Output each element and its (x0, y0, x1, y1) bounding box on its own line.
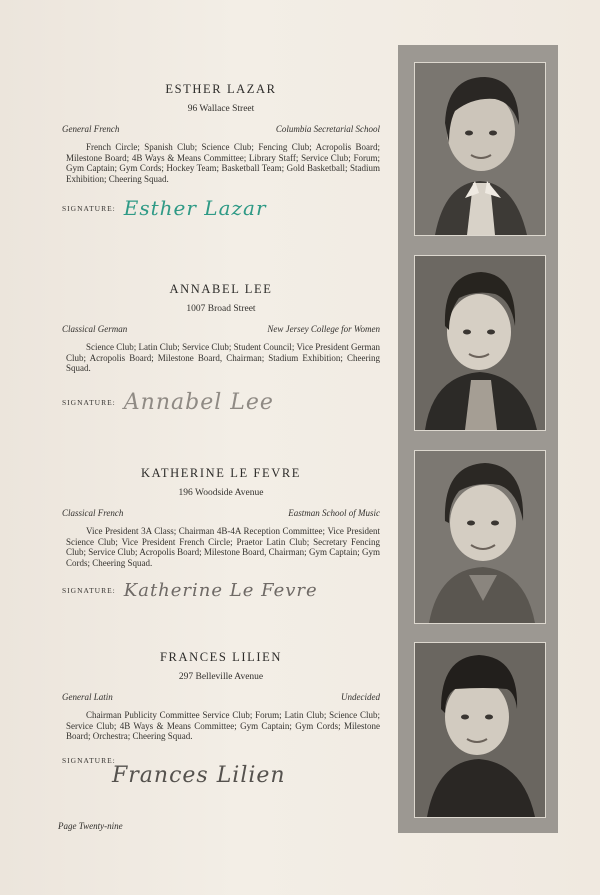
course-row (62, 692, 380, 702)
portrait-image (415, 63, 545, 235)
course-row (62, 124, 380, 134)
student-name: KATHERINE LE FEVRE (140, 466, 302, 480)
handwritten-signature: Katherine Le Fevre (123, 580, 318, 601)
student-name: ANNABEL LEE (169, 282, 273, 296)
activities-text: Chairman Publicity Committee Service Club; Forum; Latin Club; Science Club; Service Club; 4B Ways & Means Committee; Gym Captain; Gym Cords; Milestone Board; Orchestra; Cheering Squad. (66, 710, 380, 741)
course: General French (62, 124, 120, 134)
student-name: ESTHER LAZAR (165, 82, 277, 96)
page-number: Page Twenty-nine (58, 821, 123, 831)
portrait-image (415, 643, 545, 817)
destination: Eastman School of Music (288, 508, 380, 518)
activities-text: Vice President 3A Class; Chairman 4B-4A Reception Committee; Vice President Science Club; Vice President French Circle; Praetor Latin Club; Secretary Fencing Club; Service Club; Acropolis Board; Milestone Board, Chairman; Gym Captain; Gym Cords; Cheering Squad. (66, 526, 380, 568)
course: Classical French (62, 508, 124, 518)
activities-text: Science Club; Latin Club; Service Club; Student Council; Vice President German Club; Acropolis Board; Milestone Board, Chairman; Stadium Exhibition; Cheering Squad. (66, 342, 380, 373)
portrait-photo-esther-lazar (414, 62, 546, 236)
destination: New Jersey College for Women (267, 324, 380, 334)
portrait-photo-katherine-le-fevre (414, 450, 546, 624)
handwritten-signature: Esther Lazar (123, 196, 267, 220)
student-address: 96 Wallace Street (187, 104, 255, 114)
handwritten-signature: Frances Lilien (112, 762, 286, 788)
signature-label: SIGNATURE: (62, 397, 116, 407)
portrait-image (415, 451, 545, 623)
signature-row (62, 580, 380, 601)
course-row (62, 508, 380, 518)
portrait-image (415, 256, 545, 430)
signature-label: SIGNATURE: (62, 203, 116, 213)
student-address: 297 Belleville Avenue (178, 672, 264, 682)
student-entry-esther-lazar (62, 82, 380, 220)
signature-label: SIGNATURE: (62, 586, 116, 595)
student-address: 1007 Broad Street (186, 304, 256, 314)
activities-text: French Circle; Spanish Club; Science Club; Fencing Club; Acropolis Board; Milestone Board; 4B Ways & Means Committee; Library Staff; Service Club; Forum; Gym Captain; Gym Cords; Hockey Team; Basketball Team; Gold Basketball; Stadium Exhibition; Cheering Squad. (66, 142, 380, 184)
course-row (62, 324, 380, 334)
destination: Columbia Secretarial School (275, 124, 380, 134)
portrait-photo-annabel-lee (414, 255, 546, 431)
student-entry-katherine-le-fevre (62, 466, 380, 601)
student-name: FRANCES LILIEN (159, 650, 283, 664)
portrait-photo-frances-lilien (414, 642, 546, 818)
signature-row (62, 390, 380, 415)
destination: Undecided (341, 692, 380, 702)
student-entry-annabel-lee (62, 282, 380, 415)
handwritten-signature: Annabel Lee (123, 389, 274, 415)
signature-label: SIGNATURE: (62, 755, 116, 765)
student-entry-frances-lilien (62, 650, 380, 788)
signature-row (62, 196, 380, 220)
course: General Latin (62, 692, 113, 702)
student-address: 196 Woodside Avenue (178, 488, 264, 498)
course: Classical German (62, 324, 128, 334)
